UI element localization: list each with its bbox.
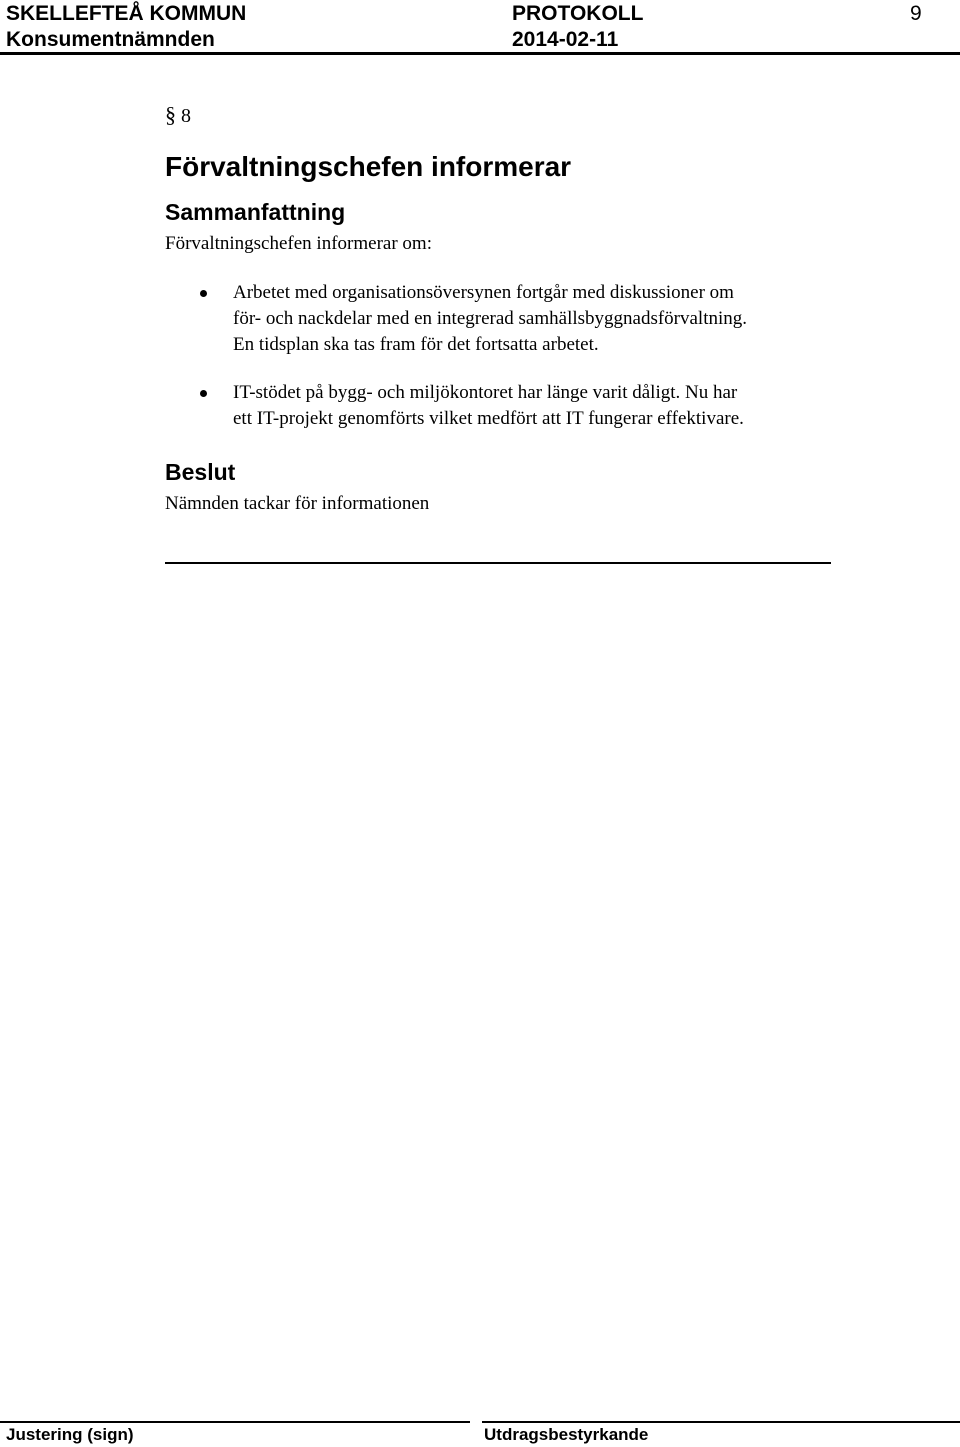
page-number: 9 xyxy=(910,2,922,25)
document-type: PROTOKOLL xyxy=(512,2,644,25)
footer-divider-gap xyxy=(470,1421,482,1423)
section-end-divider xyxy=(165,562,831,564)
bullet-icon xyxy=(200,290,207,297)
list-item-line: IT-stödet på bygg- och miljökontoret har länge varit dåligt. Nu har xyxy=(233,382,738,403)
list-item-line: ett IT-projekt genomförts vilket medfört att IT fungerar effektivare. xyxy=(233,408,744,429)
header-divider xyxy=(0,52,960,55)
summary-heading: Sammanfattning xyxy=(165,199,346,225)
list-item-line: En tidsplan ska tas fram för det fortsatta arbetet. xyxy=(233,334,599,355)
committee-name: Konsumentnämnden xyxy=(6,28,215,51)
decision-text: Nämnden tackar för informationen xyxy=(165,493,430,514)
bullet-icon xyxy=(200,390,207,397)
decision-heading: Beslut xyxy=(165,459,236,485)
meeting-date: 2014-02-11 xyxy=(512,28,619,51)
section-number xyxy=(165,102,191,129)
section-symbol: § xyxy=(165,102,176,127)
summary-intro: Förvaltningschefen informerar om: xyxy=(165,233,432,254)
footer-signature-label: Justering (sign) xyxy=(6,1425,134,1444)
section-number-value: 8 xyxy=(181,105,191,127)
list-item xyxy=(165,380,865,432)
footer-certification-label: Utdragsbestyrkande xyxy=(484,1425,649,1444)
list-item xyxy=(165,280,865,358)
list-item-line: för- och nackdelar med en integrerad samhällsbyggnadsförvaltning. xyxy=(233,308,748,329)
org-name: SKELLEFTEÅ KOMMUN xyxy=(6,2,247,25)
summary-bullet-list xyxy=(165,280,865,454)
list-item-line: Arbetet med organisationsöversynen fortgår med diskussioner om xyxy=(233,282,734,303)
page-title: Förvaltningschefen informerar xyxy=(165,151,572,182)
